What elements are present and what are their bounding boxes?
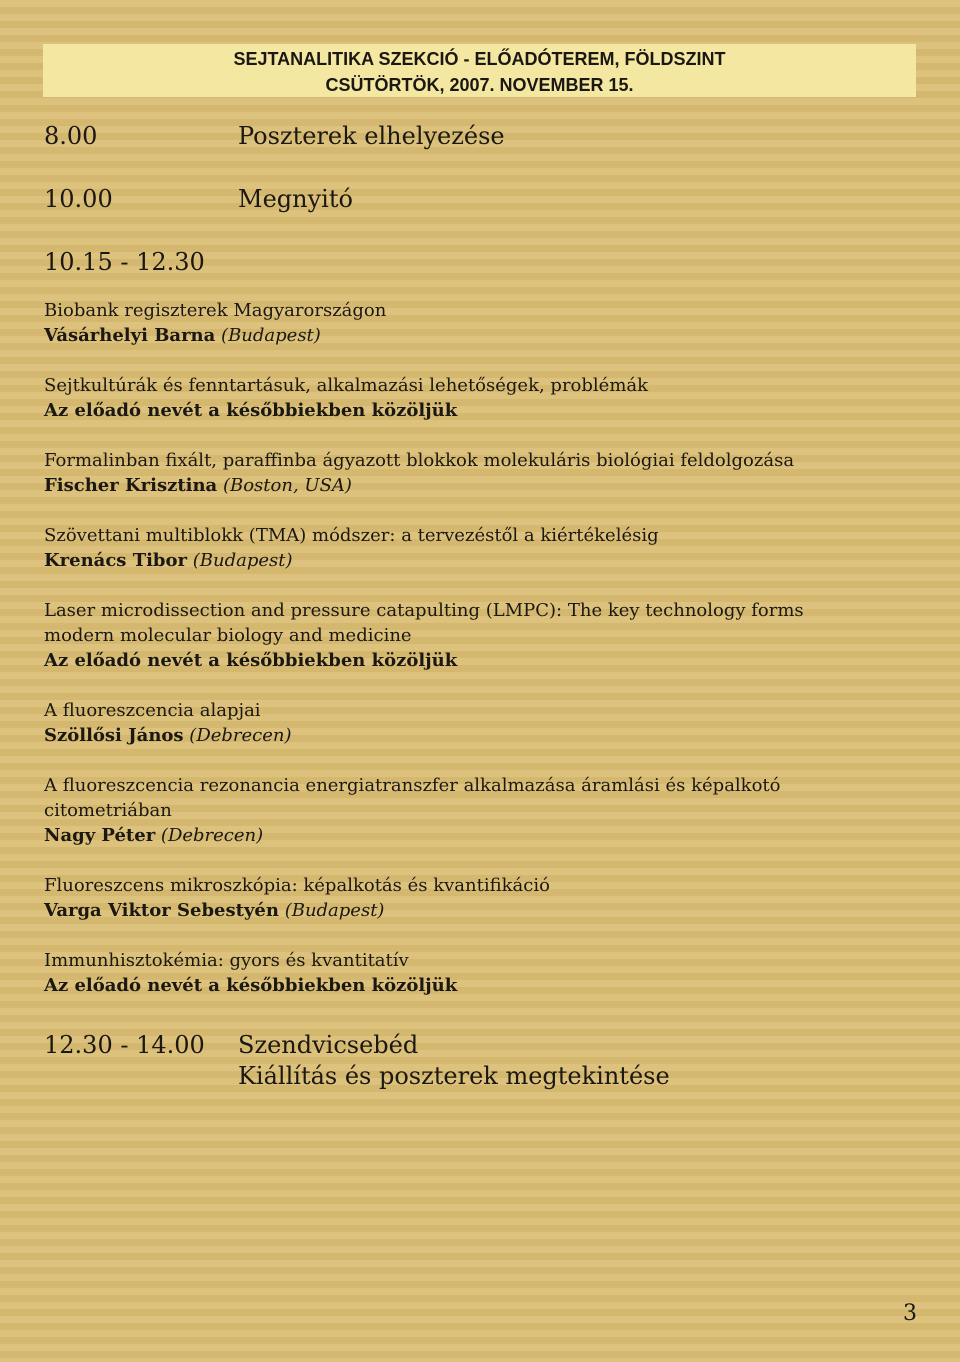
talk-presenter [44, 473, 794, 498]
talk-item [44, 948, 457, 998]
session-title: SEJTANALITIKA SZEKCIÓ - ELŐADÓTEREM, FÖLDSZINT [233, 49, 726, 69]
talk-title: Biobank regiszterek Magyarországon [44, 300, 387, 321]
speaker-name: Varga Viktor Sebestyén [44, 900, 279, 921]
page-number: 3 [903, 1301, 917, 1326]
speaker-name: Az előadó nevét a későbbiekben közöljük [44, 650, 458, 671]
schedule-item-lunch [44, 1030, 670, 1092]
talk-title: A fluoreszcencia alapjai [44, 700, 261, 721]
talk-presenter [44, 973, 457, 998]
talk-item [44, 698, 292, 748]
speaker-location: (Boston, USA) [222, 475, 352, 496]
lunch-labels [238, 1030, 670, 1092]
lunch-label: Szendvicsebéd [238, 1031, 419, 1059]
talk-presenter [44, 323, 386, 348]
speaker-name: Az előadó nevét a későbbiekben közöljük [44, 400, 458, 421]
talk-item [44, 523, 659, 573]
speaker-location: (Budapest) [221, 325, 321, 346]
talk-title-continued: citometriában [44, 800, 172, 821]
schedule-item-opening [44, 185, 353, 213]
speaker-name: Szöllősi János [44, 725, 184, 746]
schedule-item-posters [44, 122, 505, 150]
schedule-time: 8.00 [44, 122, 98, 150]
exhibition-label: Kiállítás és poszterek megtekintése [238, 1062, 670, 1090]
talk-item [44, 773, 781, 848]
speaker-name: Fischer Krisztina [44, 475, 218, 496]
talk-title: Fluoreszcens mikroszkópia: képalkotás és kvantifikáció [44, 875, 550, 896]
talk-presenter [44, 823, 781, 848]
speaker-name: Krenács Tibor [44, 550, 187, 571]
talk-title: Sejtkultúrák és fenntartásuk, alkalmazási lehetőségek, problémák [44, 375, 649, 396]
talk-title: Laser microdissection and pressure catapulting (LMPC): The key technology forms [44, 600, 804, 621]
talk-item [44, 598, 804, 673]
talk-item [44, 298, 386, 348]
talk-title: Szövettani multiblokk (TMA) módszer: a tervezéstől a kiértékelésig [44, 525, 659, 546]
talk-title: Immunhisztokémia: gyors és kvantitatív [44, 950, 409, 971]
talk-presenter [44, 898, 550, 923]
session-date: CSÜTÖRTÖK, 2007. NOVEMBER 15. [325, 75, 634, 95]
speaker-location: (Debrecen) [160, 825, 264, 846]
speaker-location: (Debrecen) [189, 725, 292, 746]
speaker-location: (Budapest) [192, 550, 293, 571]
speaker-location: (Budapest) [284, 900, 385, 921]
talk-item [44, 373, 648, 423]
talk-presenter [44, 398, 648, 423]
speaker-name: Vásárhelyi Barna [44, 325, 216, 346]
schedule-time: 10.15 - 12.30 [44, 248, 205, 276]
schedule-label: Poszterek elhelyezése [238, 122, 505, 150]
talk-presenter [44, 723, 292, 748]
talk-presenter [44, 648, 804, 673]
schedule-item-morning-block [44, 248, 238, 276]
talk-title: Formalinban fixált, paraffinba ágyazott blokkok molekuláris biológiai feldolgozása [44, 450, 795, 471]
schedule-time: 12.30 - 14.00 [44, 1031, 205, 1059]
schedule-label: Megnyitó [238, 185, 353, 213]
speaker-name: Az előadó nevét a későbbiekben közöljük [44, 975, 458, 996]
talk-item [44, 448, 794, 498]
speaker-name: Nagy Péter [44, 825, 156, 846]
talk-title: A fluoreszcencia rezonancia energiatranszfer alkalmazása áramlási és képalkotó [44, 775, 781, 796]
talk-presenter [44, 548, 659, 573]
schedule-time: 10.00 [44, 185, 113, 213]
talk-item [44, 873, 550, 923]
talk-title-continued: modern molecular biology and medicine [44, 625, 412, 646]
session-header [43, 44, 916, 97]
